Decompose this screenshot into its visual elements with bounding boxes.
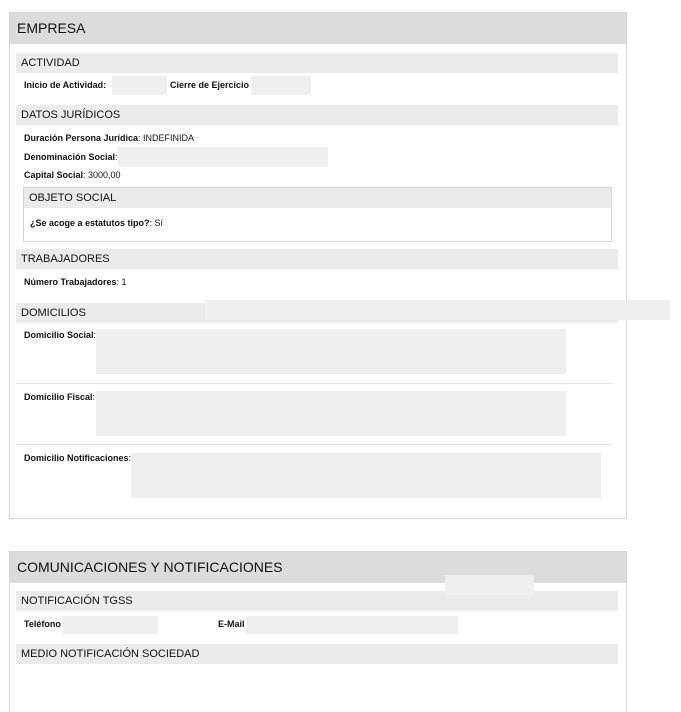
numero-trabajadores-field: [24, 277, 127, 288]
comunicaciones-title: COMUNICACIONES Y NOTIFICACIONES: [10, 552, 626, 583]
trabajadores-header: TRABAJADORES: [16, 249, 618, 269]
estatutos-field: [30, 218, 163, 229]
email-value: [246, 616, 458, 634]
capital-field: [24, 170, 121, 181]
telefono-value: [63, 616, 158, 634]
domicilio-fiscal-label: Domicilio Fiscal: [24, 392, 93, 402]
comunicaciones-panel: [9, 551, 627, 712]
datos-juridicos-header: DATOS JURÍDICOS: [16, 105, 618, 125]
denominacion-label: Denominación Social: [24, 152, 116, 162]
email-label: E-Mail: [218, 619, 245, 629]
duracion-field: [24, 133, 194, 144]
redacted-strip: [205, 300, 670, 320]
domicilio-notificaciones-colon: :: [128, 453, 132, 463]
domicilio-divider: [16, 383, 612, 384]
inicio-actividad-value: [112, 76, 167, 95]
cierre-ejercicio-field: [170, 80, 249, 91]
domicilio-fiscal-value: [96, 391, 566, 436]
estatutos-label: ¿Se acoge a estatutos tipo?: [30, 218, 150, 228]
domicilio-notificaciones-label: Domicilio Notificaciones: [24, 453, 129, 463]
capital-label: Capital Social: [24, 170, 84, 180]
telefono-field: [24, 619, 61, 630]
domicilio-fiscal-field: [24, 392, 95, 403]
numero-trabajadores-label: Número Trabajadores: [24, 277, 117, 287]
domicilio-social-value: [93, 329, 566, 374]
domicilio-notificaciones-field: [24, 453, 131, 464]
numero-trabajadores-value: : 1: [116, 277, 127, 287]
email-field: [218, 619, 245, 630]
domicilios-header: DOMICILIOS: [16, 303, 618, 323]
estatutos-value: : Sí: [149, 218, 164, 228]
objeto-social-box: [23, 187, 612, 242]
capital-value: : 3000,00: [83, 170, 121, 180]
domicilio-fiscal-colon: :: [92, 392, 96, 402]
domicilio-social-field: [24, 330, 96, 341]
duracion-label: Duración Persona Jurídica: [24, 133, 139, 143]
empresa-panel: [9, 12, 627, 519]
redacted-header-patch: [445, 575, 534, 595]
domicilio-social-label: Domicilio Social: [24, 330, 94, 340]
telefono-label: Teléfono: [24, 619, 61, 629]
objeto-social-header: OBJETO SOCIAL: [24, 188, 611, 208]
domicilio-notificaciones-value: [128, 453, 601, 498]
domicilio-divider: [16, 444, 612, 445]
inicio-actividad-field: [24, 80, 106, 91]
empresa-title: EMPRESA: [10, 13, 626, 44]
domicilio-social-colon: :: [93, 330, 97, 340]
inicio-actividad-label: Inicio de Actividad:: [24, 80, 107, 90]
denominacion-value: [118, 147, 328, 167]
medio-notificacion-header: MEDIO NOTIFICACIÓN SOCIEDAD: [16, 644, 618, 664]
cierre-ejercicio-value: [251, 76, 311, 95]
cierre-ejercicio-label: Cierre de Ejercicio: [170, 80, 250, 90]
duracion-value: : INDEFINIDA: [138, 133, 195, 143]
denominacion-field: [24, 152, 118, 163]
denominacion-colon: :: [115, 152, 118, 162]
notificacion-tgss-header: NOTIFICACIÓN TGSS: [16, 591, 618, 611]
actividad-header: ACTIVIDAD: [16, 53, 618, 73]
